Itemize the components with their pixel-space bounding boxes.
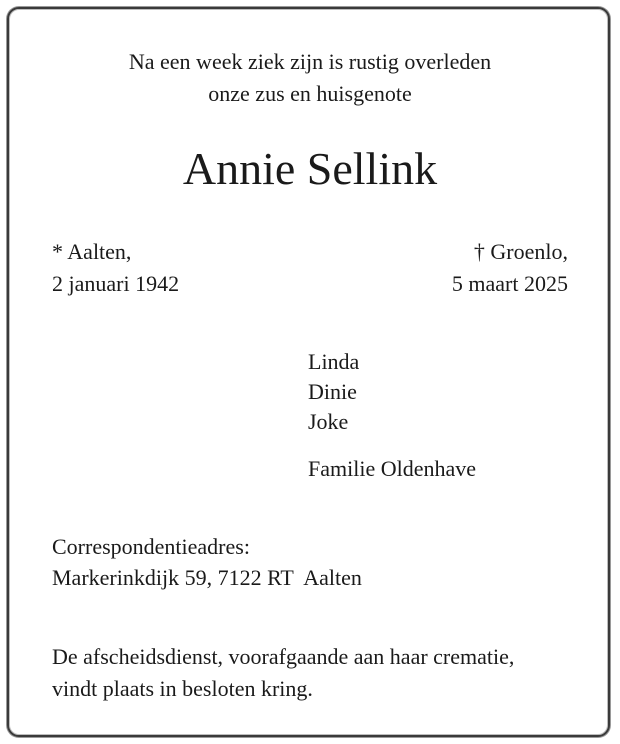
death-date: 5 maart 2025 bbox=[451, 271, 568, 296]
extended-family: Familie Oldenhave bbox=[308, 456, 477, 481]
death-place: † Groenlo, bbox=[473, 239, 568, 264]
intro-line-2: onze zus en huisgenote bbox=[208, 81, 412, 106]
correspondence-label: Correspondentieadres: bbox=[52, 534, 250, 559]
correspondence-address: Markerinkdijk 59, 7122 RT Aalten bbox=[52, 565, 362, 590]
family-member: Dinie bbox=[308, 379, 357, 404]
birth-date: 2 januari 1942 bbox=[52, 271, 180, 296]
family-member: Joke bbox=[308, 409, 349, 434]
service-line-2: vindt plaats in besloten kring. bbox=[52, 676, 313, 701]
intro-line-1: Na een week ziek zijn is rustig overleden bbox=[128, 49, 492, 74]
service-line-1: De afscheidsdienst, voorafgaande aan haar crematie, bbox=[52, 644, 515, 669]
birth-place: * Aalten, bbox=[52, 239, 132, 264]
deceased-name: Annie Sellink bbox=[182, 143, 438, 194]
family-member: Linda bbox=[308, 349, 360, 374]
